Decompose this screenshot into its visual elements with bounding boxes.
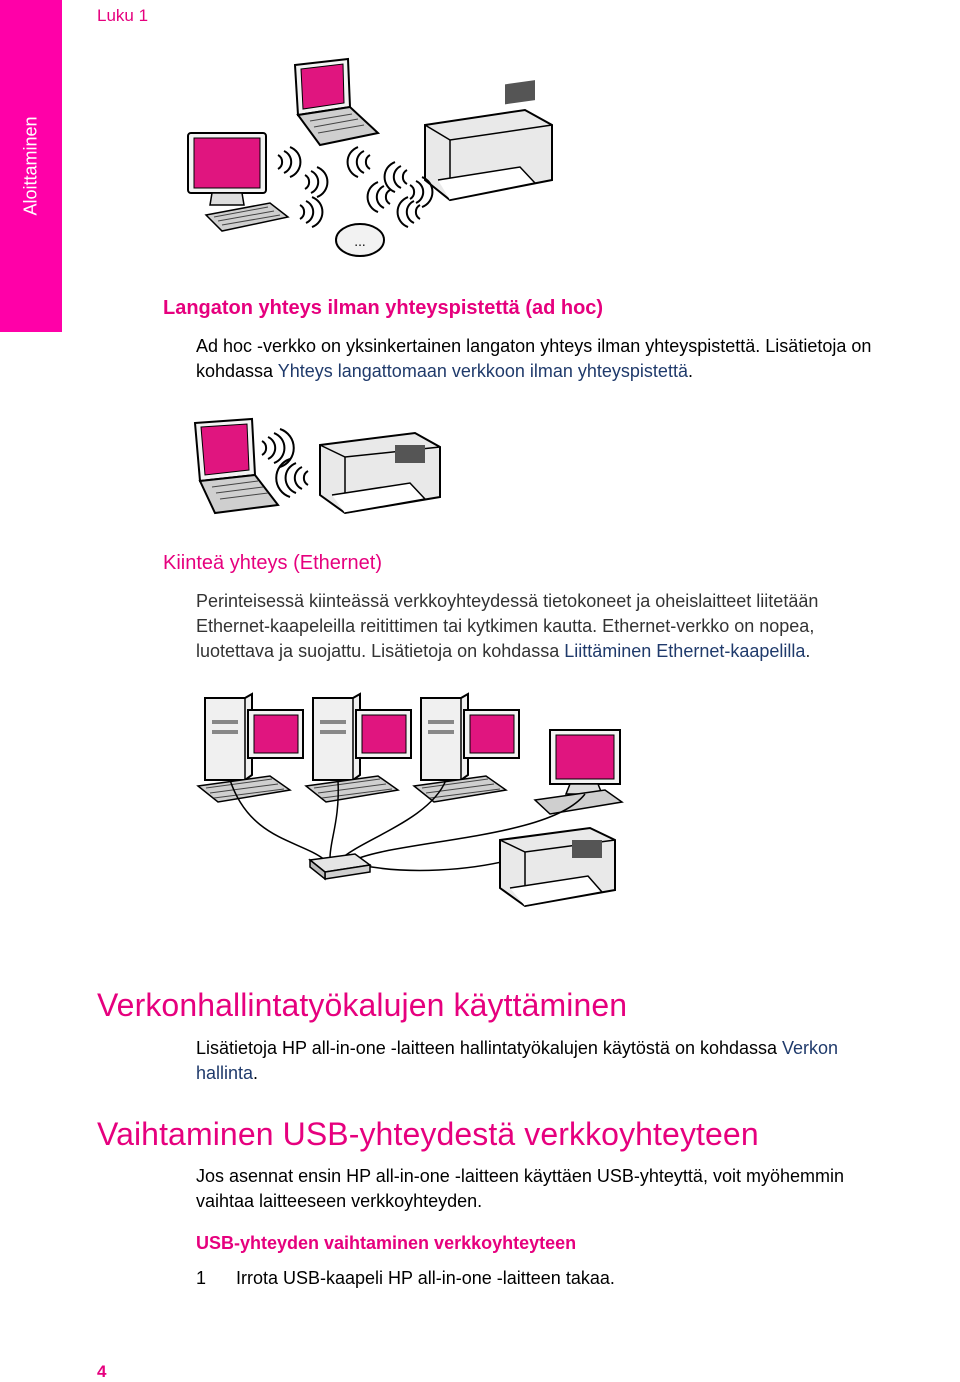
adhoc-text-prefix: kohdassa — [196, 361, 278, 381]
page-number: 4 — [97, 1362, 107, 1381]
ethernet-text-line-1: Perinteisessä kiinteässä verkkoyhteydessä tietokoneet ja oheislaitteet liitetään — [196, 591, 819, 611]
access-point-icon — [336, 224, 384, 256]
ethernet-text-line-3 — [196, 639, 810, 664]
adhoc-text-suffix: . — [687, 361, 693, 381]
adhoc-heading: Langaton yhteys ilman yhteyspistettä (ad hoc) — [163, 297, 604, 319]
ethernet-text-suffix: . — [805, 641, 811, 661]
wireless-signal-icons — [278, 147, 432, 227]
tools-text-line-2 — [196, 1061, 258, 1086]
side-tab-label: Aloittaminen — [20, 116, 41, 216]
laptop-icon — [195, 419, 278, 513]
adhoc-link[interactable]: Yhteys langattomaan verkkoon ilman yhteyspistettä — [277, 361, 688, 381]
adhoc-text-line-2 — [196, 359, 693, 384]
ethernet-link[interactable]: Liittäminen Ethernet-kaapelilla — [564, 641, 806, 661]
laptop-icon — [295, 59, 378, 145]
tools-heading: Verkonhallintatyökalujen käyttäminen — [97, 987, 628, 1023]
ethernet-network-illustration — [190, 690, 640, 920]
printer-icon — [320, 433, 440, 513]
wireless-access-point-illustration — [180, 55, 570, 270]
adhoc-network-illustration — [190, 415, 450, 520]
desktop-computer-icon — [188, 133, 288, 231]
wireless-signal-icons — [262, 429, 308, 497]
svg-text:...: ... — [354, 235, 366, 249]
ethernet-text-prefix: luotettava ja suojattu. Lisätietoja on kohdassa — [196, 641, 565, 661]
printer-icon — [425, 80, 552, 200]
tools-text-prefix: Lisätietoja HP all-in-one -laitteen hallintatyökalujen käytöstä on kohdassa — [196, 1038, 783, 1058]
tools-text-line-1 — [196, 1036, 838, 1061]
usb-text-line-2: vaihtaa laitteeseen verkkoyhteyden. — [196, 1191, 483, 1211]
usb-step-text: Irrota USB-kaapeli HP all-in-one -laitteen takaa. — [236, 1268, 615, 1288]
usb-heading: Vaihtaminen USB-yhteydestä verkkoyhteyteen — [97, 1116, 759, 1152]
network-switch-icon — [310, 854, 370, 879]
adhoc-text-line-1: Ad hoc -verkko on yksinkertainen langaton yhteys ilman yhteyspistettä. Lisätietoja on — [196, 336, 872, 356]
usb-subheading: USB-yhteyden vaihtaminen verkkoyhteyteen — [196, 1233, 577, 1253]
printer-icon — [500, 828, 615, 906]
usb-text-line-1: Jos asennat ensin HP all-in-one -laitteen käyttäen USB-yhteyttä, voit myöhemmin — [196, 1166, 844, 1186]
ethernet-heading: Kiinteä yhteys (Ethernet) — [163, 552, 382, 574]
usb-step-number: 1 — [196, 1268, 207, 1288]
chapter-label: Luku 1 — [97, 6, 149, 25]
ethernet-text-line-2: Ethernet-kaapeleilla reitittimen tai kytkimen kautta. Ethernet-verkko on nopea, — [196, 616, 815, 636]
tools-text-suffix: . — [253, 1063, 259, 1083]
tools-link-part-1[interactable]: Verkon — [782, 1038, 839, 1058]
tools-link-part-2[interactable]: hallinta — [196, 1063, 254, 1083]
desktop-computer-icon — [198, 694, 303, 802]
side-tab — [0, 0, 62, 332]
